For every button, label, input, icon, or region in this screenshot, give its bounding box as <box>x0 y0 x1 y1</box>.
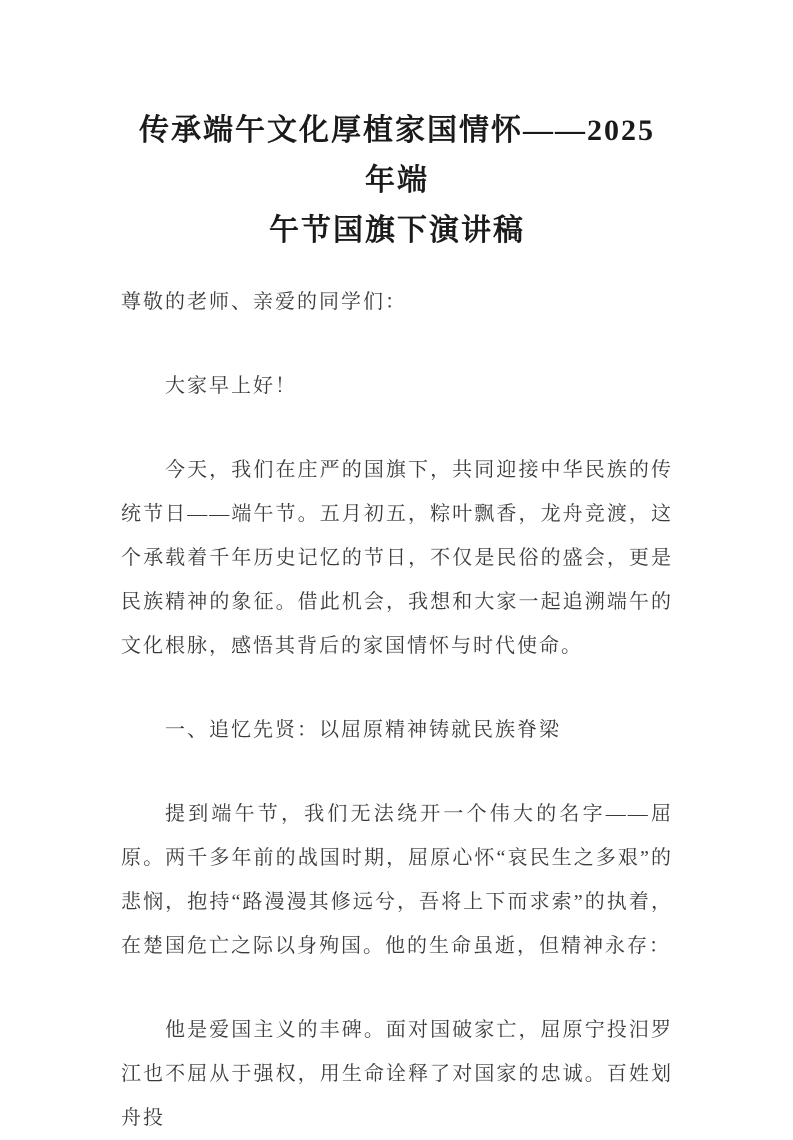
paragraph-intro: 今天，我们在庄严的国旗下，共同迎接中华民族的传统节日——端午节。五月初五，粽叶飘香，龙舟竞渡，这个承载着千年历史记忆的节日，不仅是民俗的盛会，更是民族精神的象征。借此机会，我想和大家一起追溯端午的文化根脉，感悟其背后的家国情怀与时代使命。 <box>121 459 673 657</box>
section-heading-1: 一、追忆先贤：以屈原精神铸就民族脊梁 <box>165 719 561 741</box>
document-title-line-1: 传承端午文化厚植家国情怀——2025 年端 <box>139 114 655 197</box>
paragraph-greeting: 大家早上好！ <box>165 375 297 397</box>
paragraph-section1-body: 提到端午节，我们无法绕开一个伟大的名字——屈原。两千多年前的战国时期，屈原心怀“哀民生之多艰”的悲悯，抱持“路漫漫其修远兮，吾将上下而求索”的执着，在楚国危亡之际以身殉国。他的生命虽逝，但精神永存： <box>121 803 673 957</box>
document-title-line-2: 午节国旗下演讲稿 <box>269 214 525 247</box>
document-title <box>121 106 673 256</box>
salutation: 尊敬的老师、亲爱的同学们： <box>121 291 407 313</box>
paragraph-section1-body2: 他是爱国主义的丰碑。面对国破家亡，屈原宁投汨罗江也不屈从于强权，用生命诠释了对国家的忠诚。百姓划舟投 <box>121 1019 673 1129</box>
